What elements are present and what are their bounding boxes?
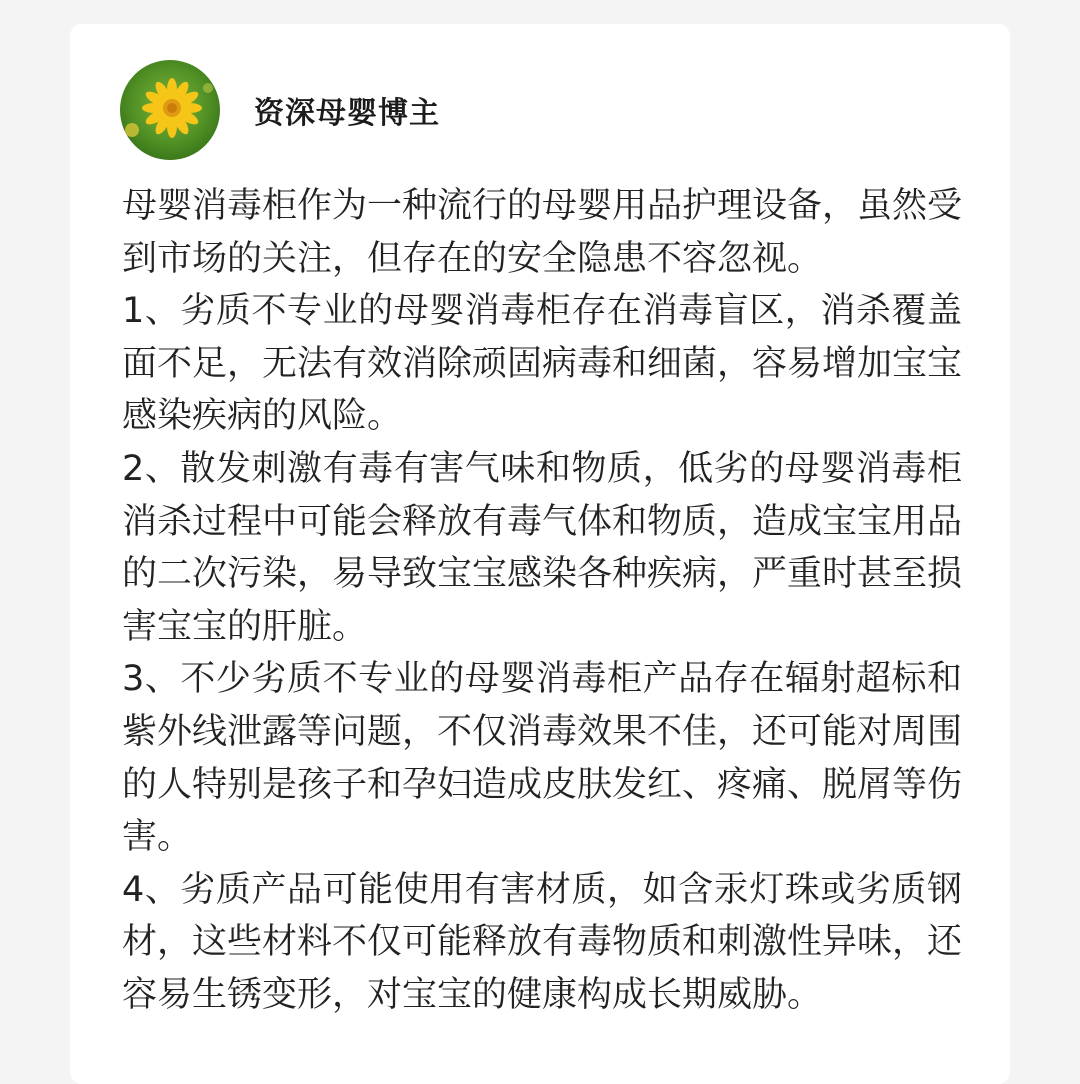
- post-header: [120, 60, 440, 160]
- avatar[interactable]: [120, 60, 220, 160]
- post-body: [122, 180, 962, 1022]
- post-paragraph-intro: 母婴消毒柜作为一种流行的母婴用品护理设备，虽然受到市场的关注，但存在的安全隐患不容忽视。: [122, 186, 963, 279]
- post-paragraph-4: 4、劣质产品可能使用有害材质，如含汞灯珠或劣质钢材，这些材料不仅可能释放有毒物质和刺激性异味，还容易生锈变形，对宝宝的健康构成长期威胁。: [122, 869, 963, 1015]
- post-paragraph-2: 2、散发刺激有毒有害气味和物质，低劣的母婴消毒柜消杀过程中可能会释放有毒气体和物质，造成宝宝用品的二次污染，易导致宝宝感染各种疾病，严重时甚至损害宝宝的肝脏。: [122, 448, 963, 647]
- author-name[interactable]: 资深母婴博主: [254, 96, 440, 131]
- post-card: [70, 24, 1010, 1084]
- yellow-daisy-flower-icon: [120, 60, 220, 160]
- post-paragraph-1: 1、劣质不专业的母婴消毒柜存在消毒盲区，消杀覆盖面不足，无法有效消除顽固病毒和细菌，容易增加宝宝感染疾病的风险。: [122, 291, 963, 437]
- post-paragraph-3: 3、不少劣质不专业的母婴消毒柜产品存在辐射超标和紫外线泄露等问题，不仅消毒效果不佳，还可能对周围的人特别是孩子和孕妇造成皮肤发红、疼痛、脱屑等伤害。: [122, 659, 963, 858]
